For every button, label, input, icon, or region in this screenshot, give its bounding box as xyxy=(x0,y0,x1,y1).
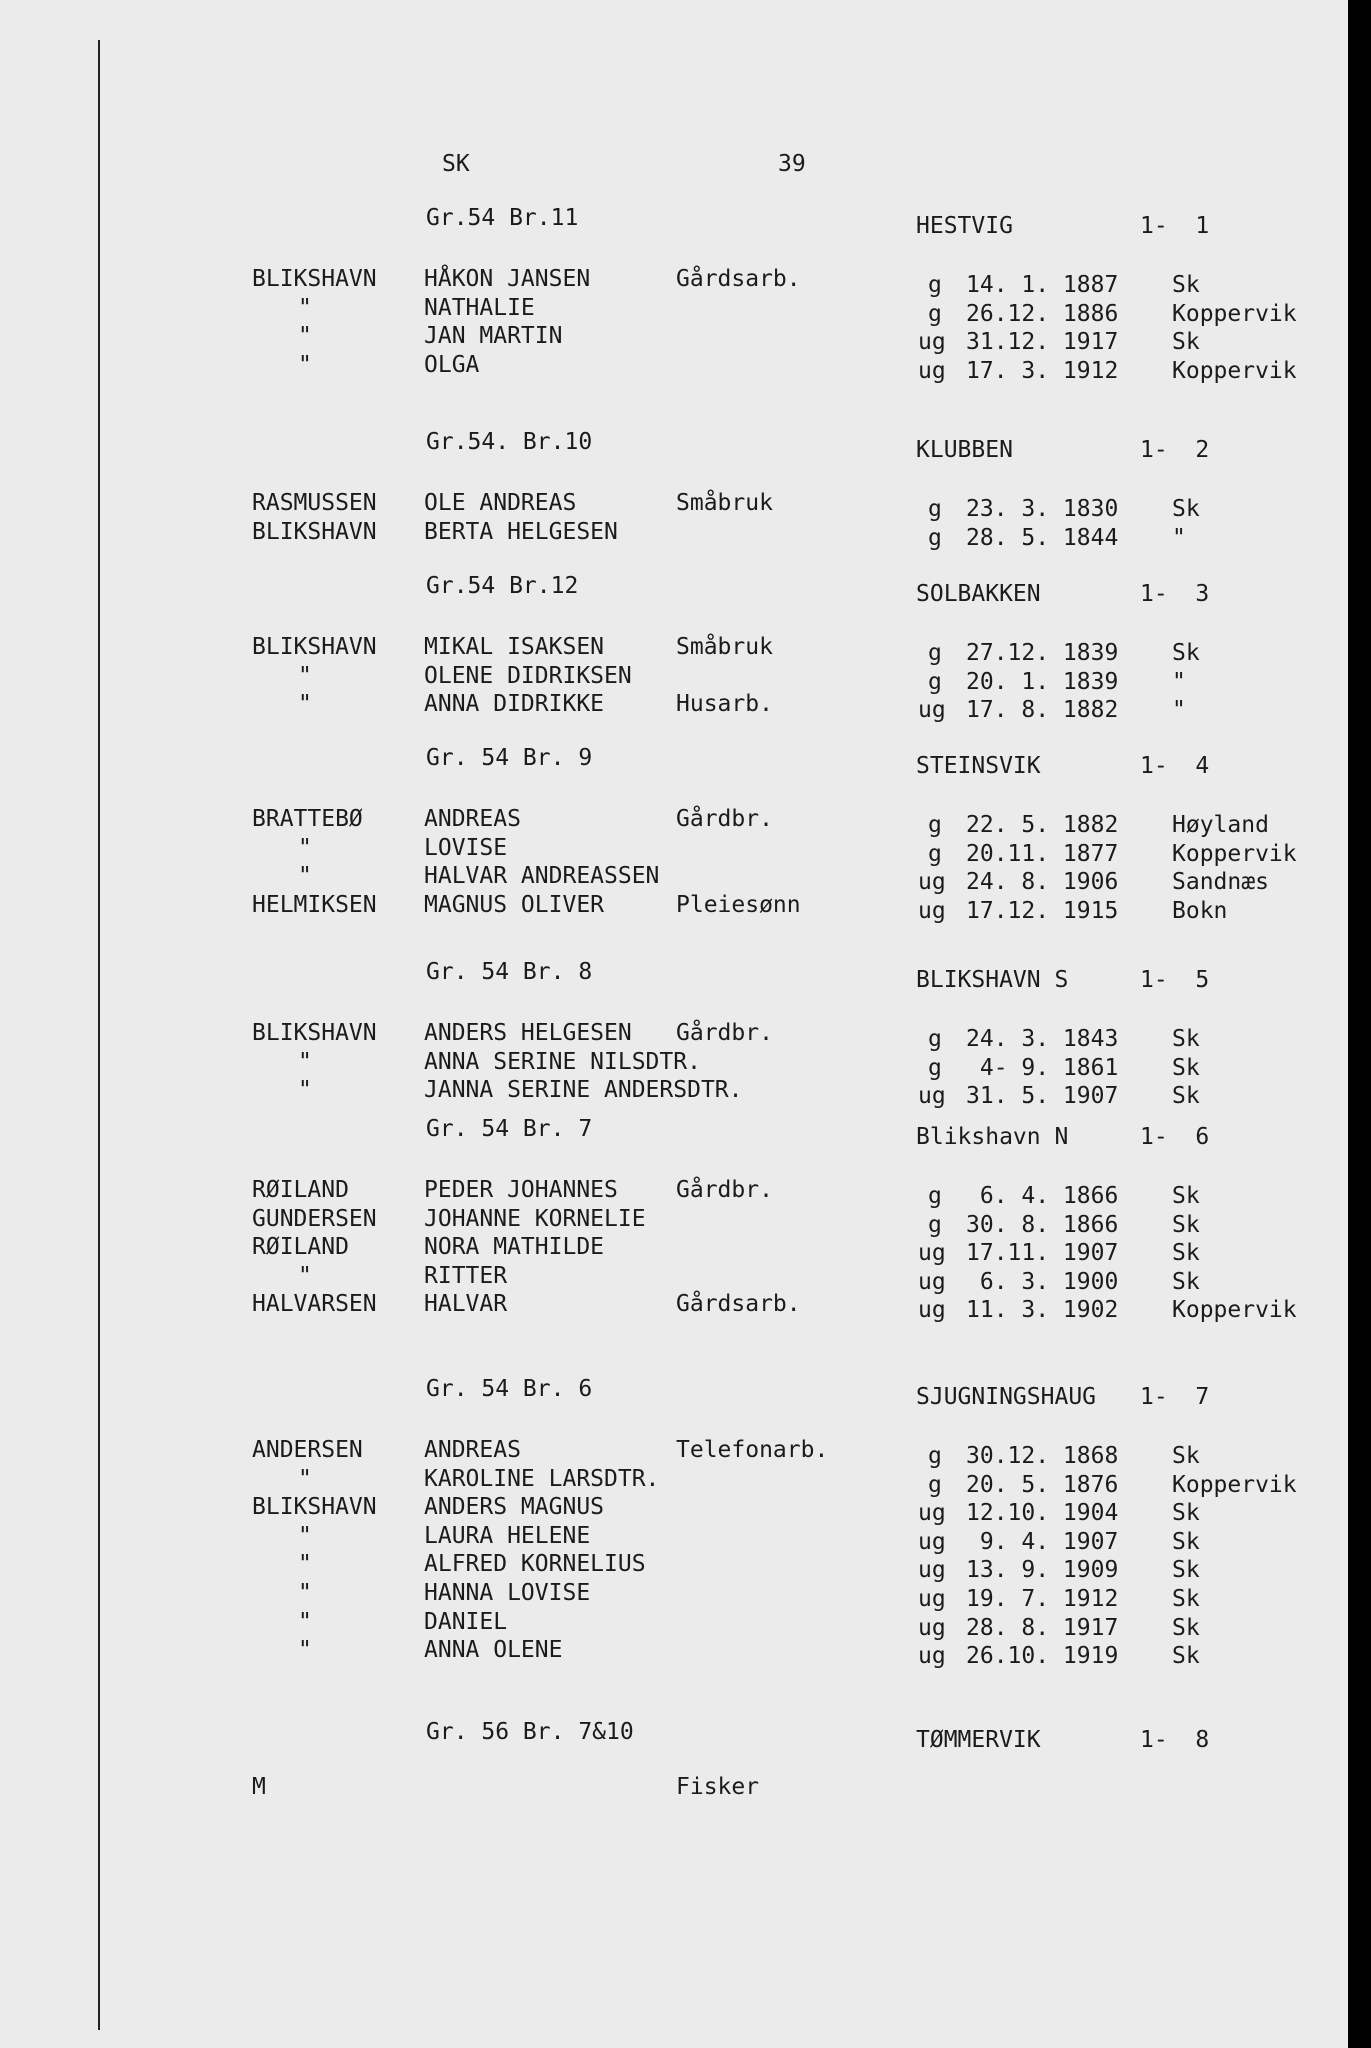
row-marital-status: g xyxy=(928,669,942,695)
row-surname: " xyxy=(298,1551,312,1577)
row-surname: M xyxy=(252,1774,266,1800)
row-given-name: ANDERS MAGNUS xyxy=(424,1494,605,1520)
row-surname: BLIKSHAVN xyxy=(252,1020,377,1046)
row-birthplace: Sk xyxy=(1172,496,1200,522)
row-birthplace: Sk xyxy=(1172,1269,1200,1295)
page-number: 39 xyxy=(778,151,806,177)
section-place-name: SJUGNINGSHAUG xyxy=(916,1384,1097,1410)
row-marital-status: ug xyxy=(918,1297,946,1323)
section-reference: Gr.54 Br.11 xyxy=(426,205,579,231)
row-surname: BLIKSHAVN xyxy=(252,1494,377,1520)
row-surname: RØILAND xyxy=(252,1177,349,1203)
row-marital-status: g xyxy=(928,1183,942,1209)
row-surname: RASMUSSEN xyxy=(252,490,377,516)
row-occupation: Gårdbr. xyxy=(676,1177,773,1203)
row-marital-status: ug xyxy=(918,358,946,384)
row-marital-status: g xyxy=(928,301,942,327)
row-given-name: ANDERS HELGESEN xyxy=(424,1020,632,1046)
row-birthplace: " xyxy=(1172,697,1186,723)
row-marital-status: g xyxy=(928,525,942,551)
row-occupation: Småbruk xyxy=(676,490,773,516)
row-birth-date: 17. 8. 1882 xyxy=(966,697,1119,723)
row-given-name: JANNA SERINE ANDERSDTR. xyxy=(424,1077,743,1103)
row-surname: " xyxy=(298,691,312,717)
row-occupation: Småbruk xyxy=(676,634,773,660)
row-surname: " xyxy=(298,1637,312,1663)
row-marital-status: g xyxy=(928,1026,942,1052)
row-occupation: Pleiesønn xyxy=(676,892,801,918)
row-occupation: Fisker xyxy=(676,1774,760,1800)
row-surname: " xyxy=(298,1580,312,1606)
row-marital-status: g xyxy=(928,1443,942,1469)
row-surname: " xyxy=(298,323,312,349)
row-birthplace: Sk xyxy=(1172,329,1200,355)
row-given-name: OLENE DIDRIKSEN xyxy=(424,663,632,689)
section-reference: Gr. 54 Br. 9 xyxy=(426,745,593,771)
row-birthplace: Sk xyxy=(1172,272,1200,298)
row-given-name: RITTER xyxy=(424,1263,508,1289)
row-marital-status: g xyxy=(928,640,942,666)
row-given-name: KAROLINE LARSDTR. xyxy=(424,1466,660,1492)
row-given-name: BERTA HELGESEN xyxy=(424,519,618,545)
row-given-name: ALFRED KORNELIUS xyxy=(424,1551,646,1577)
section-reference: Gr. 54 Br. 8 xyxy=(426,959,593,985)
row-birthplace: Sk xyxy=(1172,1212,1200,1238)
row-birth-date: 24. 3. 1843 xyxy=(966,1026,1119,1052)
row-birth-date: 22. 5. 1882 xyxy=(966,812,1119,838)
row-marital-status: ug xyxy=(918,1615,946,1641)
row-marital-status: g xyxy=(928,496,942,522)
section-place-name: HESTVIG xyxy=(916,213,1013,239)
row-birthplace: Sk xyxy=(1172,1083,1200,1109)
row-surname: " xyxy=(298,1466,312,1492)
row-marital-status: ug xyxy=(918,697,946,723)
row-birth-date: 28. 5. 1844 xyxy=(966,525,1119,551)
section-number: 1- 4 xyxy=(1140,753,1210,779)
row-surname: BLIKSHAVN xyxy=(252,266,377,292)
row-given-name: HANNA LOVISE xyxy=(424,1580,591,1606)
row-surname: BRATTEBØ xyxy=(252,806,363,832)
row-given-name: JOHANNE KORNELIE xyxy=(424,1206,646,1232)
row-given-name: HALVAR ANDREASSEN xyxy=(424,863,660,889)
row-occupation: Husarb. xyxy=(676,691,773,717)
section-place-name: BLIKSHAVN S xyxy=(916,967,1069,993)
row-birthplace: Sk xyxy=(1172,1615,1200,1641)
row-surname: " xyxy=(298,295,312,321)
row-birthplace: Sk xyxy=(1172,1055,1200,1081)
row-surname: " xyxy=(298,1609,312,1635)
row-birthplace: Sk xyxy=(1172,1443,1200,1469)
row-given-name: MIKAL ISAKSEN xyxy=(424,634,605,660)
row-surname: " xyxy=(298,835,312,861)
row-birth-date: 17.12. 1915 xyxy=(966,898,1119,924)
row-birthplace: Sandnæs xyxy=(1172,869,1269,895)
row-birth-date: 13. 9. 1909 xyxy=(966,1557,1119,1583)
section-number: 1- 7 xyxy=(1140,1384,1210,1410)
row-marital-status: g xyxy=(928,1055,942,1081)
row-marital-status: ug xyxy=(918,1586,946,1612)
section-reference: Gr.54 Br.12 xyxy=(426,573,579,599)
row-marital-status: ug xyxy=(918,1643,946,1669)
row-birth-date: 27.12. 1839 xyxy=(966,640,1119,666)
row-birthplace: Sk xyxy=(1172,640,1200,666)
row-surname: " xyxy=(298,663,312,689)
row-birth-date: 17.11. 1907 xyxy=(966,1240,1119,1266)
row-surname: HELMIKSEN xyxy=(252,892,377,918)
row-birthplace: Koppervik xyxy=(1172,1472,1297,1498)
section-number: 1- 6 xyxy=(1140,1124,1210,1150)
row-surname: " xyxy=(298,1077,312,1103)
row-surname: BLIKSHAVN xyxy=(252,634,377,660)
row-given-name: DANIEL xyxy=(424,1609,508,1635)
row-marital-status: ug xyxy=(918,329,946,355)
row-given-name: ANNA SERINE NILSDTR. xyxy=(424,1049,701,1075)
row-surname: " xyxy=(298,1049,312,1075)
row-occupation: Gårdbr. xyxy=(676,806,773,832)
row-occupation: Gårdsarb. xyxy=(676,266,801,292)
row-given-name: OLGA xyxy=(424,352,480,378)
row-marital-status: ug xyxy=(918,1240,946,1266)
row-given-name: HÅKON JANSEN xyxy=(424,266,591,292)
row-birth-date: 30. 8. 1866 xyxy=(966,1212,1119,1238)
row-birth-date: 24. 8. 1906 xyxy=(966,869,1119,895)
row-birth-date: 9. 4. 1907 xyxy=(966,1529,1119,1555)
section-number: 1- 1 xyxy=(1140,213,1210,239)
row-birthplace: Bokn xyxy=(1172,898,1228,924)
section-reference: Gr. 54 Br. 6 xyxy=(426,1376,593,1402)
row-birth-date: 17. 3. 1912 xyxy=(966,358,1119,384)
row-marital-status: g xyxy=(928,841,942,867)
section-place-name: SOLBAKKEN xyxy=(916,581,1041,607)
section-place-name: TØMMERVIK xyxy=(916,1727,1041,1753)
row-marital-status: ug xyxy=(918,1269,946,1295)
row-given-name: ANNA OLENE xyxy=(424,1637,563,1663)
row-marital-status: ug xyxy=(918,1083,946,1109)
row-given-name: ANNA DIDRIKKE xyxy=(424,691,605,717)
row-marital-status: g xyxy=(928,1212,942,1238)
row-given-name: ANDREAS xyxy=(424,806,521,832)
row-birth-date: 28. 8. 1917 xyxy=(966,1615,1119,1641)
row-occupation: Gårdbr. xyxy=(676,1020,773,1046)
row-given-name: JAN MARTIN xyxy=(424,323,563,349)
row-birth-date: 11. 3. 1902 xyxy=(966,1297,1119,1323)
row-given-name: HALVAR xyxy=(424,1291,508,1317)
row-birth-date: 30.12. 1868 xyxy=(966,1443,1119,1469)
row-surname: " xyxy=(298,1523,312,1549)
row-surname: " xyxy=(298,863,312,889)
row-marital-status: ug xyxy=(918,1500,946,1526)
row-marital-status: ug xyxy=(918,898,946,924)
row-birthplace: Høyland xyxy=(1172,812,1269,838)
row-birthplace: Sk xyxy=(1172,1240,1200,1266)
row-birth-date: 31.12. 1917 xyxy=(966,329,1119,355)
row-birthplace: Koppervik xyxy=(1172,301,1297,327)
section-number: 1- 5 xyxy=(1140,967,1210,993)
row-occupation: Telefonarb. xyxy=(676,1437,829,1463)
row-birth-date: 14. 1. 1887 xyxy=(966,272,1119,298)
row-birth-date: 20.11. 1877 xyxy=(966,841,1119,867)
row-marital-status: g xyxy=(928,1472,942,1498)
row-surname: ANDERSEN xyxy=(252,1437,363,1463)
section-place-name: Blikshavn N xyxy=(916,1124,1069,1150)
row-birthplace: Sk xyxy=(1172,1183,1200,1209)
row-occupation: Gårdsarb. xyxy=(676,1291,801,1317)
row-birthplace: Koppervik xyxy=(1172,358,1297,384)
row-given-name: LAURA HELENE xyxy=(424,1523,591,1549)
row-given-name: NORA MATHILDE xyxy=(424,1234,605,1260)
row-given-name: OLE ANDREAS xyxy=(424,490,577,516)
section-reference: Gr.54. Br.10 xyxy=(426,429,593,455)
row-birth-date: 12.10. 1904 xyxy=(966,1500,1119,1526)
section-number: 1- 2 xyxy=(1140,437,1210,463)
margin-rule xyxy=(98,40,100,2030)
row-marital-status: ug xyxy=(918,1557,946,1583)
register-code: SK xyxy=(442,151,470,177)
row-birth-date: 20. 5. 1876 xyxy=(966,1472,1119,1498)
section-reference: Gr. 56 Br. 7&10 xyxy=(426,1719,634,1745)
row-birth-date: 20. 1. 1839 xyxy=(966,669,1119,695)
row-birthplace: Koppervik xyxy=(1172,841,1297,867)
row-surname: HALVARSEN xyxy=(252,1291,377,1317)
row-birthplace: " xyxy=(1172,525,1186,551)
row-given-name: LOVISE xyxy=(424,835,508,861)
row-marital-status: ug xyxy=(918,1529,946,1555)
row-given-name: PEDER JOHANNES xyxy=(424,1177,618,1203)
section-number: 1- 8 xyxy=(1140,1727,1210,1753)
row-birthplace: Sk xyxy=(1172,1500,1200,1526)
row-birth-date: 26.10. 1919 xyxy=(966,1643,1119,1669)
row-birthplace: Sk xyxy=(1172,1529,1200,1555)
row-given-name: NATHALIE xyxy=(424,295,535,321)
row-birth-date: 19. 7. 1912 xyxy=(966,1586,1119,1612)
section-place-name: KLUBBEN xyxy=(916,437,1013,463)
row-marital-status: ug xyxy=(918,869,946,895)
row-birth-date: 23. 3. 1830 xyxy=(966,496,1119,522)
row-birth-date: 6. 3. 1900 xyxy=(966,1269,1119,1295)
row-birthplace: Sk xyxy=(1172,1557,1200,1583)
row-given-name: ANDREAS xyxy=(424,1437,521,1463)
section-number: 1- 3 xyxy=(1140,581,1210,607)
row-surname: " xyxy=(298,1263,312,1289)
row-marital-status: g xyxy=(928,812,942,838)
row-marital-status: g xyxy=(928,272,942,298)
row-given-name: MAGNUS OLIVER xyxy=(424,892,605,918)
row-birth-date: 4- 9. 1861 xyxy=(966,1055,1119,1081)
row-birth-date: 6. 4. 1866 xyxy=(966,1183,1119,1209)
row-birth-date: 31. 5. 1907 xyxy=(966,1083,1119,1109)
row-birthplace: " xyxy=(1172,669,1186,695)
row-birthplace: Sk xyxy=(1172,1026,1200,1052)
row-birthplace: Sk xyxy=(1172,1643,1200,1669)
section-reference: Gr. 54 Br. 7 xyxy=(426,1116,593,1142)
row-surname: GUNDERSEN xyxy=(252,1206,377,1232)
row-surname: RØILAND xyxy=(252,1234,349,1260)
row-surname: " xyxy=(298,352,312,378)
row-birth-date: 26.12. 1886 xyxy=(966,301,1119,327)
row-birthplace: Sk xyxy=(1172,1586,1200,1612)
row-birthplace: Koppervik xyxy=(1172,1297,1297,1323)
row-surname: BLIKSHAVN xyxy=(252,519,377,545)
section-place-name: STEINSVIK xyxy=(916,753,1041,779)
